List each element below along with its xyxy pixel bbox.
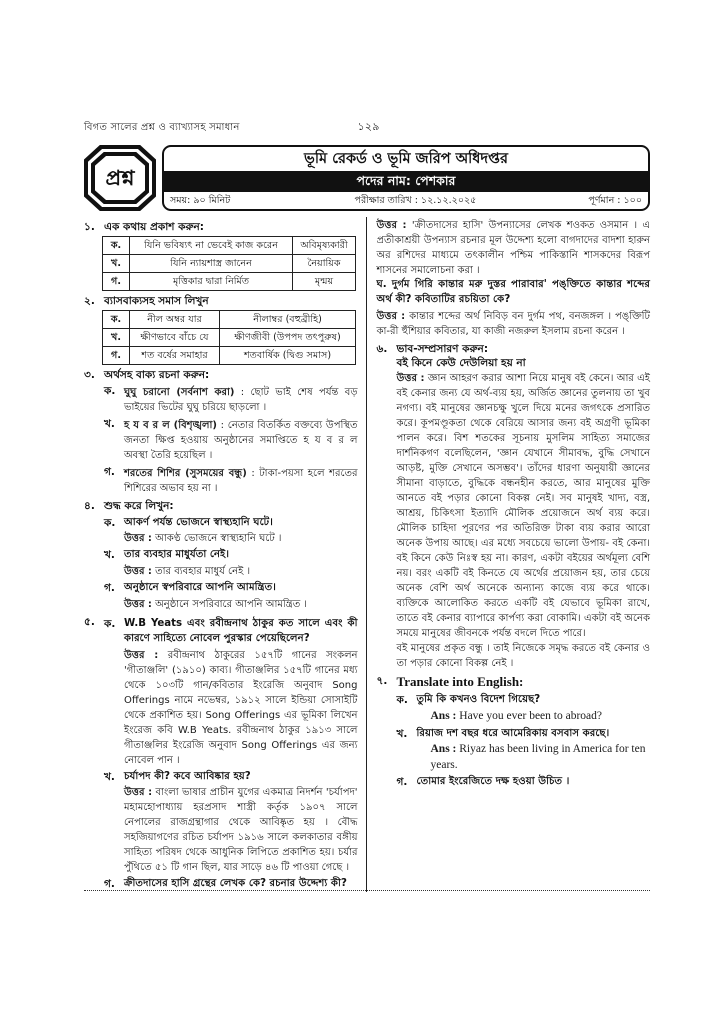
idiom-term: হ য ব র ল (বিশৃঙ্খলা) — [124, 420, 217, 432]
item-question: আকর্ণ পর্যন্ত ভোজনে স্বাস্থ্যহানি ঘটে। — [124, 516, 273, 528]
item-key: খ. — [104, 418, 115, 431]
exam-meta — [164, 192, 648, 211]
answer-text: রবীন্দ্রনাথ ঠাকুরের ১৫৭টি গানের সংকলন 'গীতাঞ্জলি' (১৯১০) কাব্য। গীতাঞ্জলির ১৫৭টি গানের মধ্য থেকে ১০৩টি গান/কবিতার ইংরেজি অনুবাদ Song Offerings নামে নভেম্বর, ১৯১২ সালে ইন্ডিয়া সোসাইটি থেকে প্রকাশিত হয়। Song Offerings এর ভূমিকা লিখেন ইংরেজ কবি W.B Yeats. রবীন্দ্রনাথ ঠাকুর ১৯১৩ সালে গীতাঞ্জলির ইংরেজি অনুবাদ Song Offerings এর জন্য নোবেল পান । — [124, 649, 358, 766]
row-question: ক্ষীণভাবে বাঁচে যে — [130, 329, 220, 347]
item-bangla: তোমার ইংরেজিতে দক্ষ হওয়া উচিত । — [416, 776, 570, 788]
answer-text: জ্ঞান আহরণ করার আশা নিয়ে মানুষ বই কেনে। আর এই বই কেনার জন্য যে অর্থ-ব্যয় হয়, অর্জিত জ্ঞানের তুলনায় তা খুব নগণ্য। বই মানুষের জ্ঞানচক্ষু খুলে দিয়ে মনের জগৎকে প্রসারিত করে। কূপমণ্ডূকতা থেকে বেরিয়ে আসার জন্য বই অগ্রণী ভূমিকা পালন করে। বিশ শতকের সূচনায় মুসলিম সাহিত্য সমাজের দার্শনিকগণ বলেছিলেন, 'জ্ঞান যেখানে সীমাবদ্ধ, বুদ্ধি সেখানে আড়ষ্ট, মুক্তি সেখানে অসম্ভব'। তাঁদের ধারণা অনুযায়ী জ্ঞানের সীমানা বাড়াতে, বুদ্ধিকে বন্ধনহীন করতে, আর মানুষের মুক্তি আনতে বই পড়ার কোনো বিকল্প নেই। সব মানুষই খাদ্য, বস্ত্র, আশ্রয়, চিকিৎসা ইত্যাদি মৌলিক প্রয়োজনে অর্থ ব্যয় করে। মৌলিক চাহিদা পূরণের পর অতিরিক্ত টাকা ব্যয় করার আরো অনেক উপায় আছে। এর মধ্যে সবচেয়ে ভালো উপায়- বই কেনা। বই কিনে কেউ নিঃস্ব হয় না। কারণ, একটা বইয়ের অর্থমূল্য বেশি নয়। বরং একটি বই কিনতে যে অর্থের প্রয়োজন হয়, তার চেয়ে অনেক বেশি অর্থ অনেকে অন্যান্য কাজে ব্যয় করে থাকে। ব্যক্তিকে আলোকিত করতে একটি বই যেভাবে ভূমিকা রাখে, তাতে বই কেনার ব্যাপারে কার্পণ্য করা বোকামি। একটা বই অনেক সময়ে মানুষের জীবনকে পর্যন্ত বদলে দিতে পারে। — [396, 373, 650, 640]
question-3 — [84, 368, 358, 496]
answer-text: অনুষ্ঠানে সপরিবারে আপনি আমন্ত্রিত । — [151, 598, 307, 610]
row-answer: মৃন্ময় — [293, 273, 356, 291]
row-answer: নৈয়ায়িক — [293, 255, 356, 273]
question-7 — [377, 674, 651, 790]
item-answer — [124, 648, 358, 768]
row-answer: ক্ষীণজীবী (উপপদ তৎপুরুষ) — [220, 329, 356, 347]
item-key: খ. — [104, 549, 115, 562]
answer-label: Ans : — [430, 710, 457, 723]
idiom-sentence: নেতার বিতর্কিত বক্তব্যে উপস্থিত জনতা ক্ষিপ্ত হওয়ায় অনুষ্ঠানের সমাপ্তিতে হ য ব র ল অবস্থা তৈরি হয়েছিল । — [124, 420, 358, 462]
item-answer — [377, 309, 651, 339]
answer-label: উত্তর : — [124, 533, 152, 545]
item-question: তার ব্যবহার মাধুর্যতা নেই। — [124, 549, 229, 561]
table-row — [103, 237, 356, 255]
question-badge-octagon-icon — [84, 145, 156, 211]
question-7-heading: Translate into English: — [396, 674, 524, 690]
question-2 — [84, 294, 358, 308]
answer-text: তার ব্যবহার মাধুর্য নেই । — [151, 566, 251, 578]
badge-label: প্রশ্ন — [105, 165, 135, 190]
item-key: গ. — [396, 776, 408, 789]
item-key: গ. — [104, 878, 115, 891]
question-5 — [84, 615, 358, 892]
row-answer: শতবার্ষিক (দ্বিগু সমাস) — [220, 347, 356, 365]
answer-label: উত্তর : — [124, 566, 152, 578]
item-answer — [431, 709, 651, 725]
row-key: ক. — [103, 311, 130, 329]
idiom-sentence: টাকা-পয়সা হলে শরতের শিশিরের অভাব হয় না । — [124, 468, 358, 495]
separator: : — [234, 387, 251, 399]
question-6-number: ৬. — [376, 342, 388, 355]
running-head — [84, 118, 650, 137]
separator: : — [246, 468, 260, 480]
item-key: খ. — [104, 770, 115, 783]
table-row — [103, 347, 356, 365]
item-key: ক. — [396, 694, 408, 707]
question-5-ga-answer — [377, 218, 651, 278]
item-answer — [124, 785, 358, 875]
row-key: ক. — [103, 237, 130, 255]
question-7-number: ৭. — [376, 675, 388, 688]
item-answer — [124, 564, 358, 579]
answer-text: Riyaz has been living in America for ten years. — [430, 743, 646, 771]
right-column — [366, 217, 651, 892]
row-answer: অবিমৃষ্যকারী — [293, 237, 356, 255]
answer-label: উত্তর : — [124, 787, 153, 799]
item-question-text: দুর্গম গিরি কান্তার মরু দুস্তর পারাবার' পঙ্‌ক্তিতে কান্তার শব্দের অর্থ কী? কবিতাটির রচয়িতা কে? — [376, 279, 651, 305]
running-head-title: বিগত সালের প্রশ্ন ও ব্যাখ্যাসহ সমাধান — [84, 122, 240, 133]
item-question: W.B Yeats এবং রবীন্দ্রনাথ ঠাকুর কত সালে এবং কী কারণে সাহিত্যে নোবেল পুরস্কার পেয়েছিলেন? — [124, 617, 358, 644]
left-column — [84, 217, 366, 892]
post-name: পদের নাম: পেশকার — [164, 171, 648, 192]
question-1-table — [102, 236, 356, 291]
answer-label: উত্তর : — [376, 310, 406, 322]
item-text — [124, 385, 358, 415]
question-1-number: ১. — [84, 221, 95, 233]
page-content — [84, 118, 650, 892]
item-text — [124, 418, 358, 463]
question-5-item-gha — [377, 278, 651, 339]
question-5-number: ৫. — [84, 615, 95, 628]
organization-name: ভূমি রেকর্ড ও ভূমি জরিপ অধিদপ্তর — [304, 151, 508, 167]
question-4-item-kha — [104, 548, 358, 579]
question-2-number: ২. — [84, 295, 95, 308]
item-key: ক. — [104, 617, 116, 630]
question-5-item-kha — [104, 770, 358, 876]
question-4-heading: শুদ্ধ করে লিখুন: — [104, 500, 174, 513]
item-text — [124, 466, 358, 496]
answer-text: বাংলা ভাষার প্রাচীন যুগের একমাত্র নিদর্শন 'চর্যাপদ' মহামহোপাধ্যায় হরপ্রসাদ শাস্ত্রী কর্তৃক ১৯০৭ সালে নেপালের রাজগ্রন্থাগার থেকে আবিষ্কৃত হয় । বৌদ্ধ সহজিয়াগণের রচিত চর্যাপদ ১৯১৬ সালে কলকাতার বঙ্গীয় সাহিত্য পরিষদ থেকে আধুনিক লিপিতে প্রকাশিত হয়। চর্যার পুঁথিতে ৫১ টি গান ছিল, যার সাড়ে ৪৬ টি পাওয়া গেছে । — [124, 787, 358, 874]
separator: : — [216, 420, 228, 432]
row-answer: নীলাম্বর (বহুব্রীহি) — [220, 311, 356, 329]
question-7-item-kha — [397, 727, 651, 774]
answer-label: উত্তর : — [396, 373, 425, 385]
item-key: গ. — [104, 582, 115, 595]
idiom-sentence: ছোট ভাই শেষ পর্যন্ত বড় ভাইয়ের ভিটের ঘুঘু চরিয়ে ছাড়লো । — [124, 387, 358, 414]
exam-date: পরীক্ষার তারিখ : ১২.১২.২০২৫ — [354, 194, 477, 206]
item-question: অনুষ্ঠানে স্বপরিবারে আপনি আমন্ত্রিত। — [124, 582, 276, 594]
question-7-item-ka — [397, 693, 651, 724]
item-key: ক. — [104, 516, 116, 529]
exam-time: সময়: ৯০ মিনিট — [170, 194, 231, 206]
table-row — [103, 311, 356, 329]
question-6-topic: বই কিনে কেউ দেউলিয়া হয় না — [396, 356, 526, 369]
question-3-item-kha — [104, 417, 358, 463]
row-question: শত বর্ষের সমাহার — [130, 347, 220, 365]
answer-label: উত্তর : — [124, 598, 152, 610]
question-6-answer-para-1 — [397, 371, 651, 641]
answer-label: Ans : — [430, 743, 457, 756]
answer-text: 'ক্রীতদাসের হাসি' উপন্যাসের লেখক শওকত ওসমান । এ প্রতীকাশ্রয়ী উপন্যাস রচনার মূল উদ্দেশ্য হলো বাগদাদের বাদশা হারুন অর রশিদের মাধ্যমে তৎকালীন পশ্চিম পাকিস্তানি শাসকদের বিরূপ শাসনের সমালোচনা করা । — [376, 220, 650, 276]
question-7-item-ga — [397, 775, 651, 790]
two-column-body — [84, 217, 650, 892]
row-key: খ. — [103, 255, 130, 273]
item-question — [377, 278, 651, 308]
question-5-item-ka — [104, 617, 358, 768]
question-3-item-ga — [104, 465, 358, 496]
question-6-answer-para-2: বই মানুষের প্রকৃত বন্ধু । তাই নিজেকে সমৃদ্ধ করতে বই কেনার ও তা পড়ার কোনো বিকল্প নেই । — [396, 643, 650, 670]
item-bangla: রিয়াজ দশ বছর ধরে আমেরিকায় বসবাস করছে। — [416, 727, 610, 739]
item-answer — [124, 597, 358, 612]
row-question: নীল অম্বর যার — [130, 311, 220, 329]
question-1 — [84, 220, 358, 234]
exam-header — [84, 145, 650, 211]
answer-text: Have you ever been to abroad? — [456, 710, 602, 723]
row-key: গ. — [103, 273, 130, 291]
item-answer — [431, 742, 651, 773]
exam-header-box — [162, 145, 650, 211]
table-row — [103, 273, 356, 291]
question-6 — [377, 342, 651, 672]
question-3-heading: অর্থসহ বাক্য রচনা করুন: — [104, 369, 210, 382]
item-key: ক. — [104, 385, 116, 398]
question-6-heading: ভাব-সম্প্রসারণ করুন: — [396, 342, 489, 355]
full-marks: পূর্ণমান : ১০০ — [588, 194, 642, 206]
question-4-number: ৪. — [84, 500, 95, 513]
item-key: ঘ. — [376, 279, 387, 290]
item-answer — [124, 531, 358, 546]
question-3-number: ৩. — [84, 369, 95, 382]
table-row — [103, 329, 356, 347]
table-row — [103, 255, 356, 273]
item-question: চর্যাপদ কী? কবে আবিষ্কার হয়? — [124, 770, 251, 782]
idiom-term: ঘুঘু চরানো (সর্বনাশ করা) — [124, 387, 235, 399]
question-1-heading: এক কথায় প্রকাশ করুন: — [104, 221, 204, 233]
row-key: গ. — [103, 347, 130, 365]
footer-divider — [84, 890, 650, 891]
question-4-item-ka — [104, 516, 358, 547]
answer-text: কান্তার শব্দের অর্থ নিবিড় বন দুর্গম পথ, বনজঙ্গল । পঙ্‌ক্তিটি কা-রী হুঁশিয়ার কবিতার, যা কাজী নজরুল ইসলাম রচনা করেন । — [376, 310, 650, 337]
answer-label: উত্তর : — [376, 220, 407, 231]
row-question: যিনি ভবিষ্যৎ না ভেবেই কাজ করেন — [130, 237, 293, 255]
question-4 — [84, 499, 358, 612]
question-4-item-ga — [104, 581, 358, 612]
item-key: গ. — [104, 466, 115, 479]
question-2-table — [102, 310, 356, 365]
item-key: খ. — [396, 727, 408, 740]
answer-label: উত্তর : — [124, 649, 159, 661]
item-question: ক্রীতদাসের হাসি গ্রন্থের লেখক কে? রচনার উদ্দেশ্য কী? — [124, 878, 347, 890]
question-3-item-ka — [104, 384, 358, 415]
page-number: ১২৯ — [357, 120, 380, 133]
row-question: যিনি ন্যায়শাস্ত্র জানেন — [130, 255, 293, 273]
question-2-heading: ব্যাসবাক্যসহ সমাস লিখুন — [104, 295, 209, 308]
idiom-term: শরতের শিশির (সুসময়ের বন্ধু) — [124, 468, 247, 480]
answer-text: আকণ্ঠ ভোজনে স্বাস্থ্যহানি ঘটে । — [151, 533, 282, 545]
item-bangla: তুমি কি কখনও বিদেশ গিয়েছ? — [416, 694, 541, 706]
row-question: মৃত্তিকার দ্বারা নির্মিত — [130, 273, 293, 291]
row-key: খ. — [103, 329, 130, 347]
